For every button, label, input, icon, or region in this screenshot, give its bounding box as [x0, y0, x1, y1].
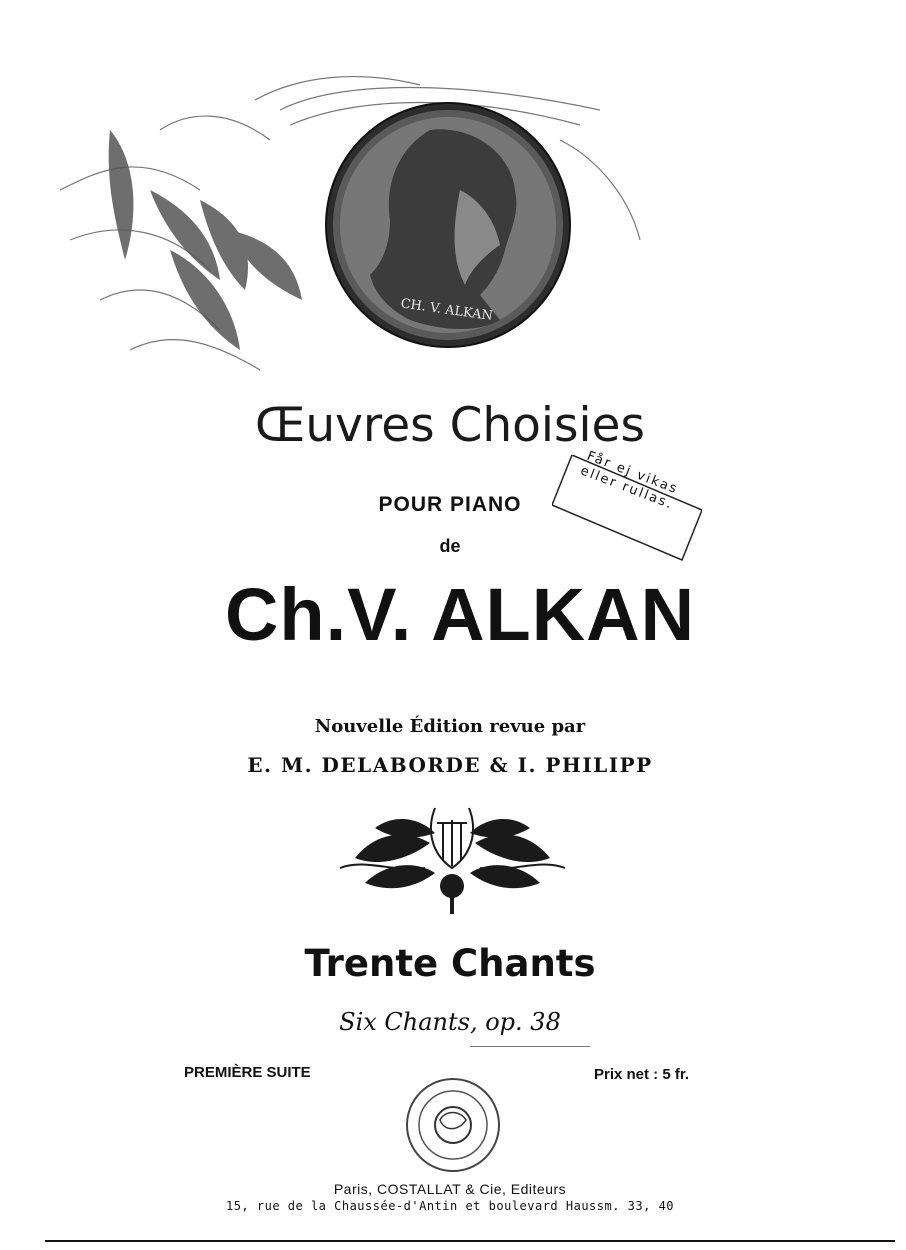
publisher-line: Paris, COSTALLAT & Cie, Editeurs [333, 1181, 567, 1197]
library-stamp [400, 1075, 506, 1175]
divider [470, 1046, 590, 1047]
page-title: Œuvres Choisies [255, 398, 645, 453]
bottom-rule [45, 1240, 895, 1242]
de-line: de [439, 536, 461, 556]
price-label: Prix net : 5 fr. [594, 1066, 690, 1083]
edition-line: Nouvelle Édition revue par [314, 716, 586, 737]
instrument-line: POUR PIANO [378, 493, 522, 516]
portrait-inscription: CH. V. ALKAN [399, 296, 494, 325]
stamp-text: Får ej vikas eller rullas. [578, 448, 681, 513]
handling-stamp [552, 448, 702, 535]
portrait-medallion [40, 70, 660, 400]
work-subtitle: Six Chants, op. 38 [339, 1008, 561, 1036]
suite-label: PREMIÈRE SUITE [184, 1064, 311, 1081]
lyre-ornament [335, 798, 570, 916]
work-title: Trente Chants [304, 942, 596, 985]
composer-name: Ch.V. ALKAN [224, 573, 696, 656]
address-line: 15, rue de la Chaussée-d'Antin et boulevard Haussm. 33, 40 [225, 1199, 675, 1213]
editors-line: E. M. DELABORDE & I. PHILIPP [247, 753, 653, 777]
